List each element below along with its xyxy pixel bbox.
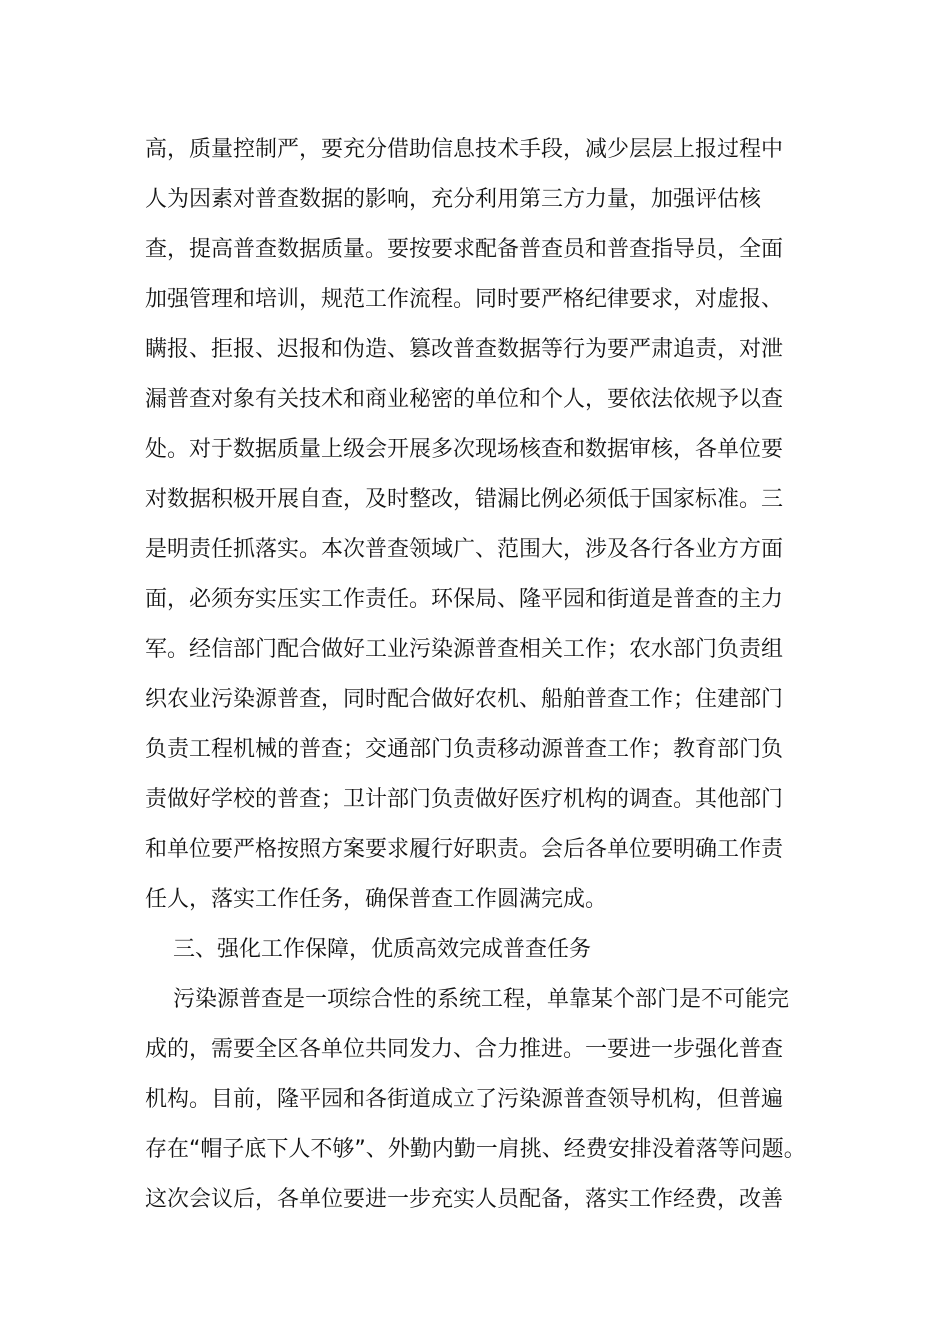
text-line: 查，提高普查数据质量。要按要求配备普查员和普查指导员，全面 — [145, 237, 784, 262]
text-line: 是明责任抓落实。本次普查领域广、范围大，涉及各行各业方方面 — [145, 537, 784, 562]
section-heading: 三、强化工作保障，优质高效完成普查任务 — [173, 937, 592, 962]
text-line: 负责工程机械的普查；交通部门负责移动源普查工作；教育部门负 — [145, 737, 784, 762]
text-line: 织农业污染源普查，同时配合做好农机、船舶普查工作；住建部门 — [145, 687, 784, 712]
text-line: 军。经信部门配合做好工业污染源普查相关工作；农水部门负责组 — [145, 637, 784, 662]
text-line: 对数据积极开展自查，及时整改，错漏比例必须低于国家标准。三 — [145, 487, 784, 512]
text-line: 存在“帽子底下人不够”、外勤内勤一肩挑、经费安排没着落等问题。 — [145, 1137, 806, 1162]
text-line: 瞒报、拒报、迟报和伪造、篡改普查数据等行为要严肃追责，对泄 — [145, 337, 784, 362]
text-line: 和单位要严格按照方案要求履行好职责。会后各单位要明确工作责 — [145, 837, 784, 862]
text-line: 漏普查对象有关技术和商业秘密的单位和个人，要依法依规予以查 — [145, 387, 784, 412]
text-line: 处。对于数据质量上级会开展多次现场核查和数据审核，各单位要 — [145, 437, 784, 462]
text-line: 责做好学校的普查；卫计部门负责做好医疗机构的调查。其他部门 — [145, 787, 784, 812]
text-line: 面，必须夯实压实工作责任。环保局、隆平园和街道是普查的主力 — [145, 587, 784, 612]
paragraph-first-line: 污染源普查是一项综合性的系统工程，单靠某个部门是不可能完 — [173, 987, 790, 1012]
text-line: 这次会议后，各单位要进一步充实人员配备，落实工作经费，改善 — [145, 1187, 784, 1212]
text-line: 加强管理和培训，规范工作流程。同时要严格纪律要求，对虚报、 — [145, 287, 784, 312]
text-line: 高，质量控制严，要充分借助信息技术手段，减少层层上报过程中 — [145, 137, 784, 162]
text-line: 任人，落实工作任务，确保普查工作圆满完成。 — [145, 887, 608, 912]
text-line: 人为因素对普查数据的影响，充分利用第三方力量，加强评估核 — [145, 187, 762, 212]
body-text — [145, 125, 815, 1225]
text-line: 机构。目前，隆平园和各街道成立了污染源普查领导机构，但普遍 — [145, 1087, 784, 1112]
text-line: 成的，需要全区各单位共同发力、合力推进。一要进一步强化普查 — [145, 1037, 784, 1062]
